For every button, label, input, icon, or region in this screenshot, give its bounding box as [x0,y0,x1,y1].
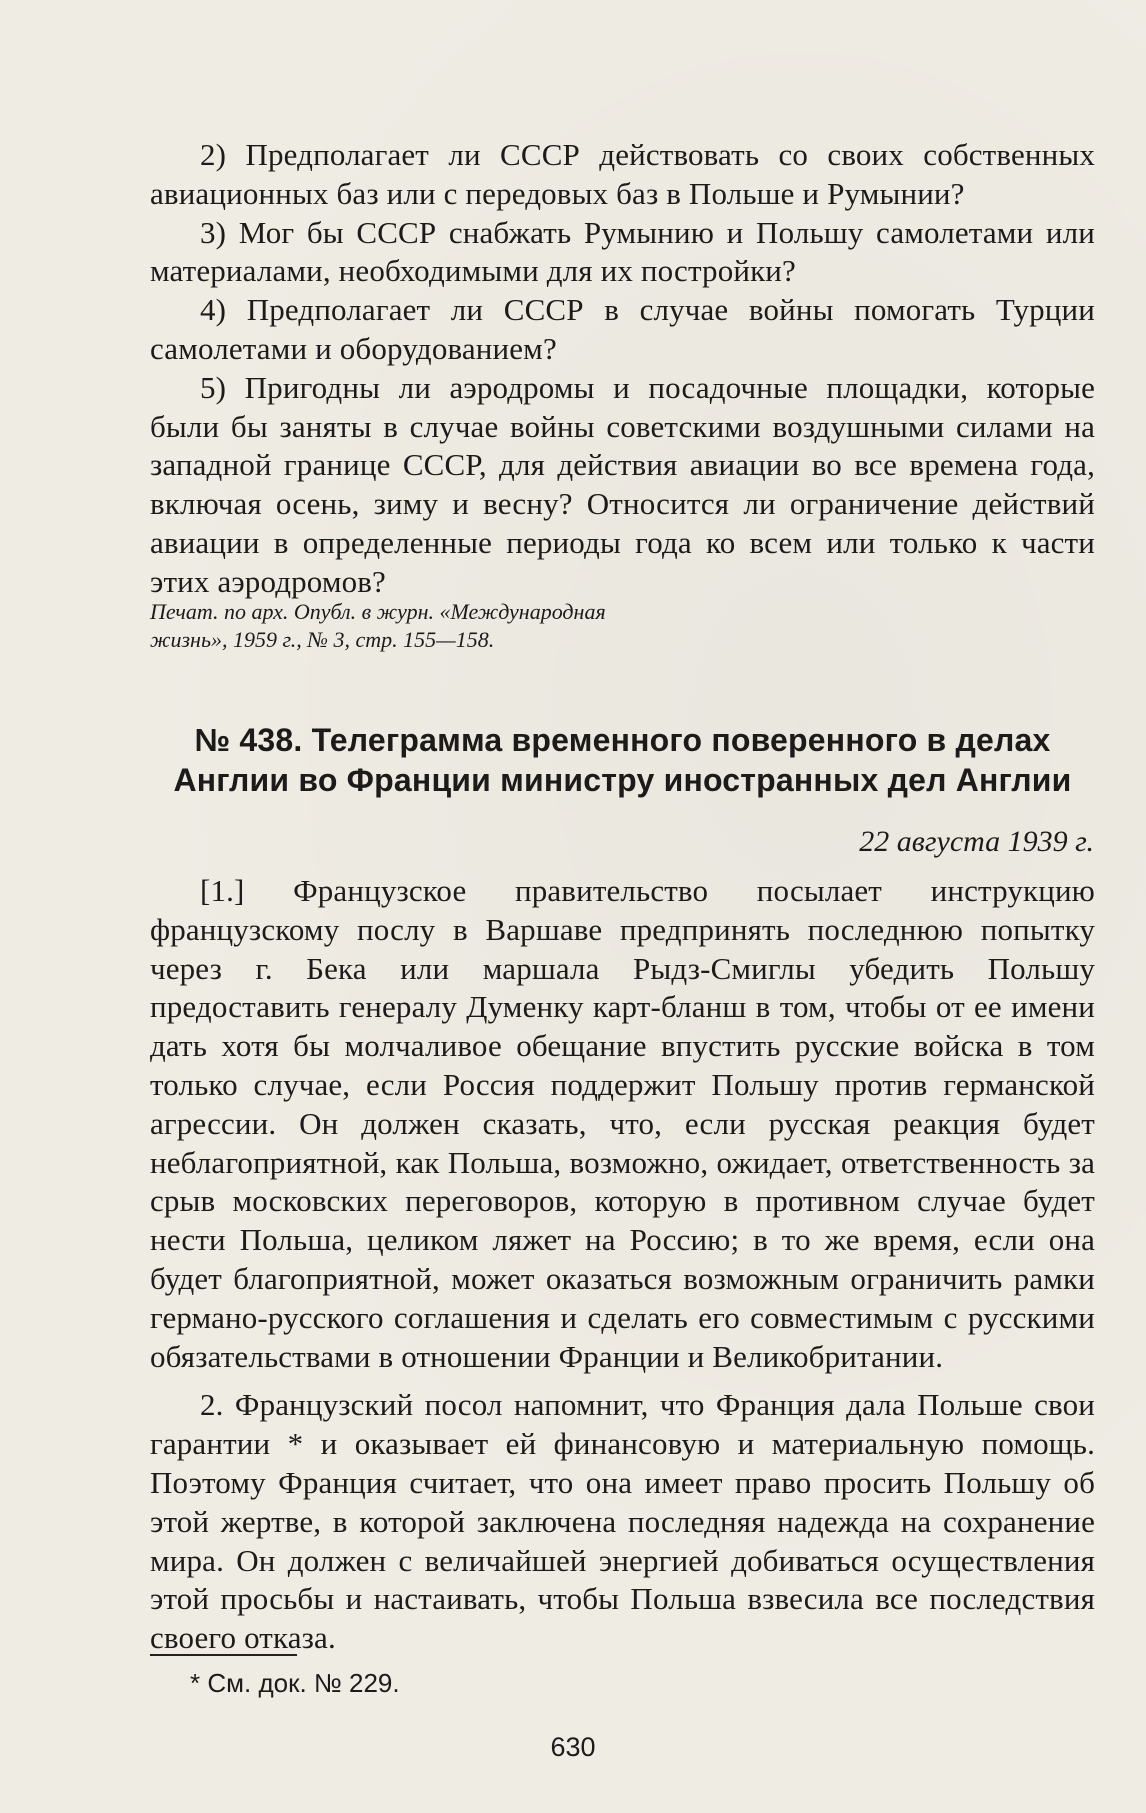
body-paragraph-2: 2. Французский посол напомнит, что Франция дала Польше свои гарантии * и оказывает ей финансовую и материальную помощь. Поэтому Франция считает, что она имеет право просить Польшу об этой жертве, в которой заключена последняя надежда на сохранение мира. Он должен с величайшей энергией добиваться осуществления этой просьбы и настаивать, чтобы Польша взвесила все последствия своего отказа. [150,1387,1095,1656]
source-citation: Печат. по арх. Опубл. в журн. «Международная жизнь», 1959 г., № 3, стр. 155—158. [150,599,606,652]
footnote-divider [150,1654,297,1656]
page-number: 630 [550,1732,596,1762]
document-body [150,872,1095,1658]
document-date: 22 августа 1939 г. [859,825,1094,858]
question-paragraph-3: 3) Мог бы СССР снабжать Румынию и Польшу самолетами или материалами, необходимыми для их постройки? [150,214,1095,289]
question-paragraph-5: 5) Пригодны ли аэродромы и посадочные площадки, которые были бы заняты в случае войны советскими воздушными силами на западной границе СССР, для действия авиации во все времена года, включая осень, зиму и весну? Относится ли ограничение действий авиации в определенные периоды года ко всем или только к части этих аэродромов? [150,369,1095,599]
body-paragraph-1: [1.] Французское правительство посылает инструкцию французскому послу в Варшаве предпринять последнюю попытку через г. Бека или маршала Рыдз-Смиглы убедить Польшу предоставить генералу Думенку карт-бланш в том, чтобы от ее имени дать хотя бы молчаливое обещание впустить русские войска в том только случае, если Россия поддержит Польшу против германской агрессии. Он должен сказать, что, если русская реакция будет неблагоприятной, как Польша, возможно, ожидает, ответственность за срыв московских переговоров, которую в противном случае будет нести Польша, целиком ляжет на Россию; в то же время, если она будет благоприятной, может оказаться возможным ограничить рамки германо-русского соглашения и сделать его совместимым с русскими обязательствами в отношении Франции и Великобритании. [150,873,1095,1374]
document-heading: № 438. Телеграмма временного поверенного в делах Англии во Франции министру иностранных дел Англии [173,722,1072,798]
footnote: * См. док. № 229. [190,1668,400,1698]
top-questions-section [150,136,1095,602]
question-paragraph-2: 2) Предполагает ли СССР действовать со своих собственных авиационных баз или с передовых баз в Польше и Румынии? [150,137,1095,211]
question-paragraph-4: 4) Предполагает ли СССР в случае войны помогать Турции самолетами и оборудованием? [150,292,1095,366]
